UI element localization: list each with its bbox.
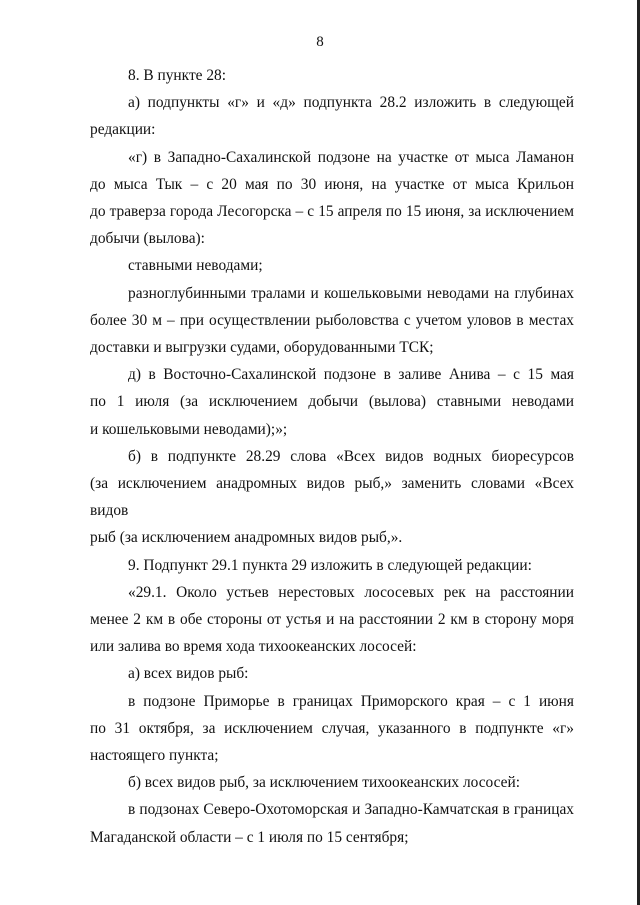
text-line: а) подпункты «г» и «д» подпункта 28.2 изложить в следующей	[128, 94, 574, 112]
text-line: (за исключением анадромных видов рыб,» заменить словами «Всех видов	[90, 475, 574, 520]
paragraph	[90, 252, 574, 279]
paragraph	[90, 89, 574, 143]
text-line: более 30 м – при осуществлении рыболовства с учетом уловов в местах	[90, 311, 574, 329]
page-number: 8	[316, 34, 324, 50]
paragraph	[90, 552, 574, 579]
paragraph	[90, 796, 574, 850]
text-line: до траверза города Лесогорска – с 15 апреля по 15 июня, за исключением	[90, 203, 574, 221]
text-line: доставки и выгрузки судами, оборудованными ТСК;	[90, 339, 434, 357]
text-line: по 1 июля (за исключением добычи (вылова) ставными неводами	[90, 393, 574, 411]
text-line: менее 2 км в обе стороны от устья и на расстоянии 2 км в сторону моря	[90, 611, 574, 629]
paragraph	[90, 660, 574, 687]
text-line: рыб (за исключением анадромных видов рыб,».	[90, 529, 403, 547]
paragraph	[90, 144, 574, 253]
paragraph	[90, 62, 574, 89]
text-line: по 31 октября, за исключением случая, указанного в подпункте «г»	[90, 719, 574, 737]
text-line: б) всех видов рыб, за исключением тихоокеанских лососей:	[128, 774, 520, 792]
text-line: в подзоне Приморье в границах Приморского края – с 1 июня	[128, 692, 574, 710]
paragraph	[90, 280, 574, 362]
text-line: или залива во время хода тихоокеанских лососей:	[90, 638, 417, 656]
text-line: настоящего пункта;	[90, 747, 219, 765]
text-line: 9. Подпункт 29.1 пункта 29 изложить в следующей редакции:	[128, 556, 532, 574]
paragraph	[90, 361, 574, 443]
text-line: разноглубинными тралами и кошельковыми неводами на глубинах	[128, 284, 574, 302]
document-body	[90, 62, 574, 851]
text-line: а) всех видов рыб:	[128, 665, 249, 683]
text-line: 8. В пункте 28:	[128, 67, 227, 84]
paragraph	[90, 688, 574, 770]
text-line: и кошельковыми неводами);»;	[90, 420, 288, 438]
text-line: до мыса Тык – с 20 мая по 30 июня, на участке от мыса Крильон	[90, 175, 574, 193]
paragraph	[90, 769, 574, 796]
text-line: редакции:	[90, 121, 156, 139]
text-line: добычи (вылова):	[90, 230, 205, 248]
paragraph	[90, 443, 574, 552]
text-line: д) в Восточно-Сахалинской подзоне в заливе Анива – с 15 мая	[128, 366, 574, 384]
text-line: Магаданской области – с 1 июля по 15 сентября;	[90, 828, 409, 846]
text-line: б) в подпункте 28.29 слова «Всех видов водных биоресурсов	[128, 447, 574, 465]
text-line: в подзонах Северо-Охотоморская и Западно-Камчатская в границах	[128, 801, 574, 819]
text-line: ставными неводами;	[128, 257, 263, 275]
paragraph	[90, 579, 574, 661]
text-line: «г) в Западно-Сахалинской подзоне на участке от мыса Ламанон	[128, 148, 574, 166]
text-line: «29.1. Около устьев нерестовых лососевых рек на расстоянии	[128, 583, 574, 601]
